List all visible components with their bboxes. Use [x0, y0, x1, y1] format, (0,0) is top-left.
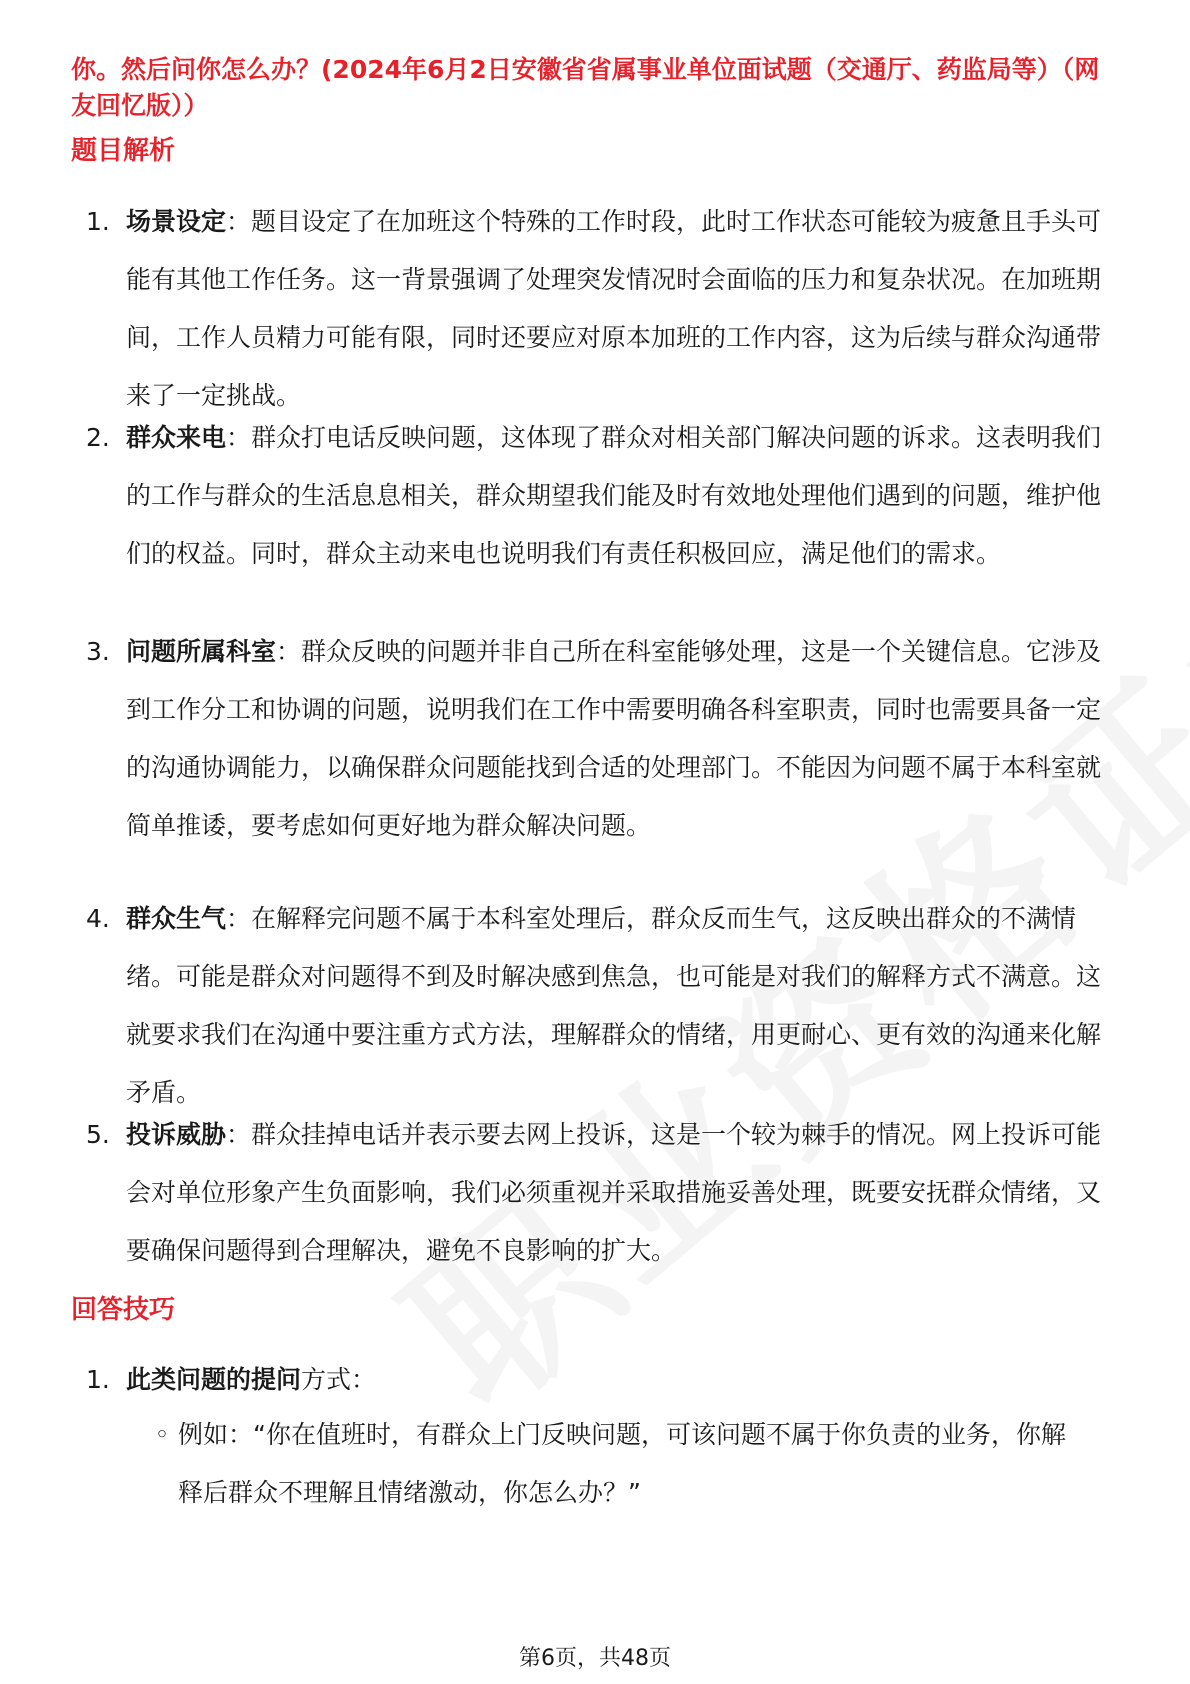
analysis-item-2	[86, 409, 1116, 583]
item-number: 4.	[86, 904, 110, 933]
item-separator: ：	[226, 207, 252, 236]
item-keyword: 投诉威胁	[126, 1120, 227, 1149]
item-number: 1.	[86, 207, 110, 236]
item-keyword: 群众生气	[126, 904, 227, 933]
analysis-item-1	[86, 193, 1116, 425]
item-number: 2.	[86, 423, 110, 452]
item-keyword: 问题所属科室	[126, 637, 277, 666]
tips-heading: 回答技巧	[71, 1295, 176, 1325]
item-number: 5.	[86, 1120, 110, 1149]
question-title: 你。然后问你怎么办？(2024年6月2日安徽省省属事业单位面试题（交通厅、药监局等）（网友回忆版））	[71, 55, 1100, 120]
item-separator: ：	[226, 904, 252, 933]
item-number: 3.	[86, 637, 110, 666]
item-text: 题目设定了在加班这个特殊的工作时段，此时工作状态可能较为疲惫且手头可能有其他工作任务。这一背景强调了处理突发情况时会面临的压力和复杂状况。在加班期间，工作人员精力可能有限，同时还要应对原本加班的工作内容，这为后续与群众沟通带来了一定挑战。	[126, 207, 1102, 410]
item-separator: ：	[226, 423, 252, 452]
tips-item-1	[86, 1351, 1116, 1409]
item-text: 群众打电话反映问题，这体现了群众对相关部门解决问题的诉求。这表明我们的工作与群众的生活息息相关，群众期望我们能及时有效地处理他们遇到的问题，维护他们的权益。同时，群众主动来电也说明我们有责任积极回应，满足他们的需求。	[126, 423, 1102, 568]
item-text: 群众反映的问题并非自己所在科室能够处理，这是一个关键信息。它涉及到工作分工和协调的问题，说明我们在工作中需要明确各科室职责，同时也需要具备一定的沟通协调能力，以确保群众问题能找到合适的处理部门。不能因为问题不属于本科室就简单推诿，要考虑如何更好地为群众解决问题。	[126, 637, 1102, 840]
page-footer: 第6页，共48页	[519, 1646, 671, 1671]
analysis-item-3	[86, 623, 1116, 855]
analysis-item-4	[86, 890, 1116, 1122]
item-separator: ：	[226, 1120, 252, 1149]
bullet-icon: ◦	[154, 1420, 170, 1449]
item-text: 方式：	[301, 1365, 377, 1394]
item-keyword: 此类问题的提问	[126, 1365, 302, 1394]
tips-sub-item-1	[150, 1406, 1090, 1522]
analysis-item-5	[86, 1106, 1116, 1280]
item-text: 群众挂掉电话并表示要去网上投诉，这是一个较为棘手的情况。网上投诉可能会对单位形象产生负面影响，我们必须重视并采取措施妥善处理，既要安抚群众情绪，又要确保问题得到合理解决，避免不良影响的扩大。	[126, 1120, 1102, 1265]
item-separator: ：	[276, 637, 302, 666]
item-text: 在解释完问题不属于本科室处理后，群众反而生气，这反映出群众的不满情绪。可能是群众对问题得不到及时解决感到焦急，也可能是对我们的解释方式不满意。这就要求我们在沟通中要注重方式方法，理解群众的情绪，用更耐心、更有效的沟通来化解矛盾。	[126, 904, 1102, 1107]
item-keyword: 场景设定	[126, 207, 227, 236]
sub-item-text: 例如：“你在值班时，有群众上门反映问题，可该问题不属于你负责的业务，你解释后群众不理解且情绪激动，你怎么办？”	[178, 1420, 1066, 1507]
item-keyword: 群众来电	[126, 423, 227, 452]
item-number: 1.	[86, 1365, 110, 1394]
analysis-heading: 题目解析	[71, 136, 176, 166]
